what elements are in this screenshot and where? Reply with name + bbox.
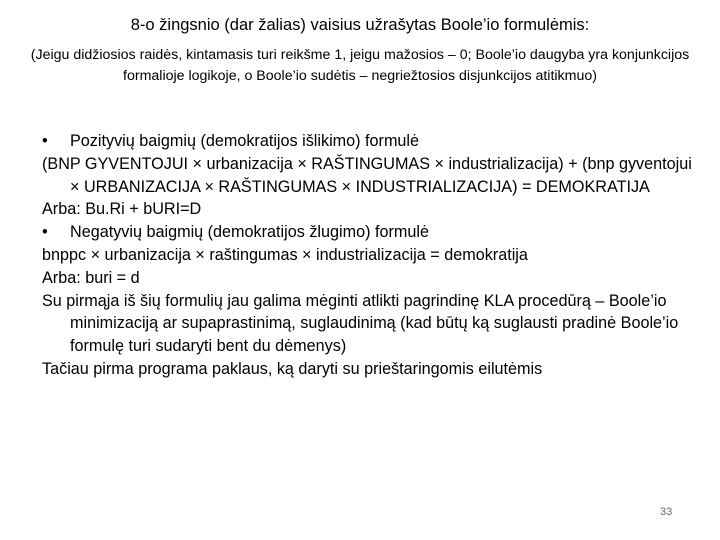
slide-title: 8-o žingsnio (dar žalias) vaisius užrašytas Boole’io formulėmis: <box>130 16 590 34</box>
negative-formula: bnppc × urbanizacija × raštingumas × industrializacija = demokratija <box>42 245 528 264</box>
positive-formula-heading: Pozityvių baigmių (demokratijos išlikimo) formulė <box>70 132 420 150</box>
bullet-item-negative <box>42 221 692 244</box>
bullet-icon: • <box>42 132 48 150</box>
positive-formula-short: Arba: Bu.Ri + bURI=D <box>42 200 202 219</box>
bullet-icon: • <box>42 223 48 242</box>
contradictions-paragraph: Tačiau pirma programa paklaus, ką daryti su prieštaringomis eilutėmis <box>42 359 543 378</box>
slide-body <box>42 130 692 381</box>
negative-formula-heading: Negatyvių baigmių (demokratijos žlugimo) formulė <box>70 223 429 242</box>
page-number: 33 <box>660 506 673 518</box>
positive-formula: (BNP GYVENTOJUI × urbanizacija × RAŠTINGUMAS × industrializacija) + (bnp gyventojui × URBANIZACIJA × RAŠTINGUMAS × INDUSTRIALIZACIJA) = DEMOKRATIJA <box>42 154 692 196</box>
bullet-item-positive <box>42 130 692 153</box>
slide-subtitle: (Jeigu didžiosios raidės, kintamasis turi reikšme 1, jeigu mažosios – 0; Boole’io daugyba yra konjunkcijos formalioje logikoje, o Boole’io sudėtis – negriežtosios disjunkcijos atitikmuo) <box>30 47 690 84</box>
minimization-paragraph: Su pirmąja iš šių formulių jau galima mėginti atlikti pagrindinę KLA procedūrą – Boole’io minimizaciją ar supaprastinimą, suglaudinimą (kad būtų ką suglausti pradinė Boole’io formulę turi sudaryti bent du dėmenys) <box>42 291 679 356</box>
negative-formula-short: Arba: buri = d <box>42 268 140 287</box>
